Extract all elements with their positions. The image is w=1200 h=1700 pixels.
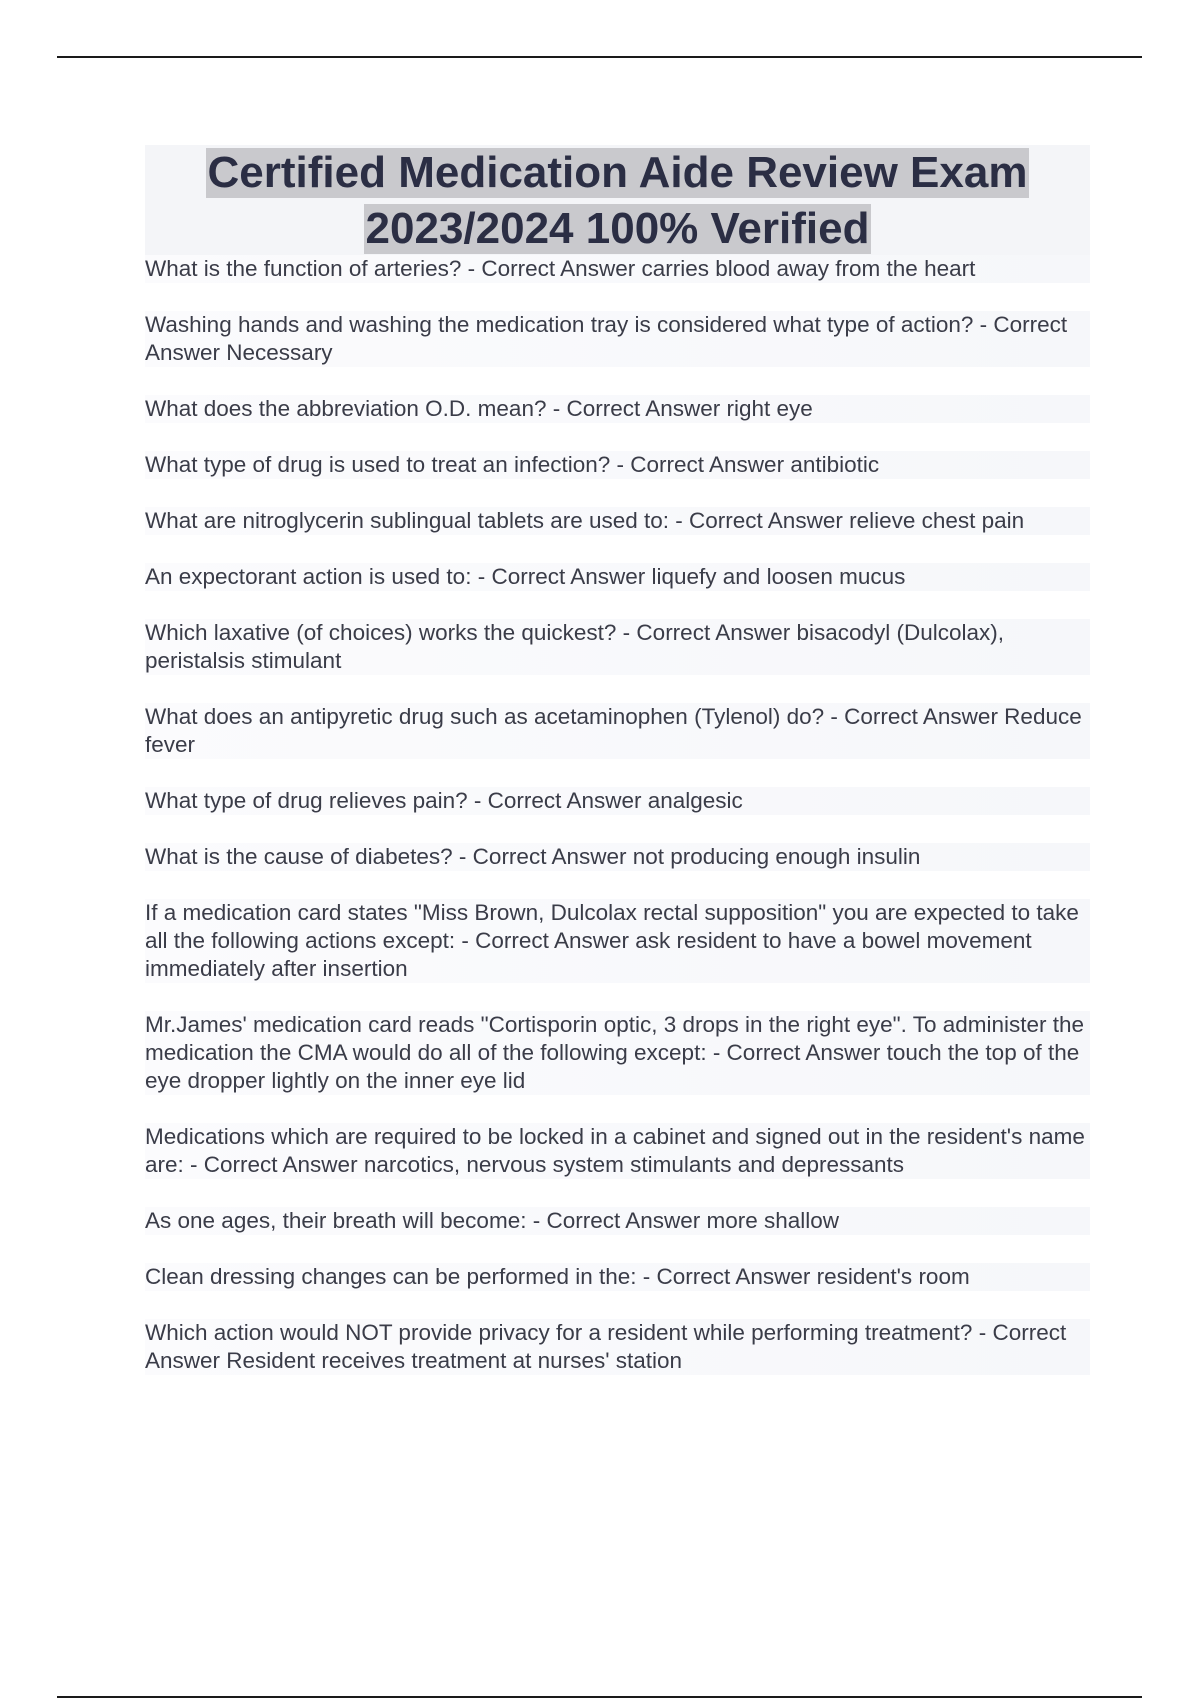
qa-item: If a medication card states "Miss Brown, Dulcolax rectal supposition" you are expected to take all the following actions except: - Correct Answer ask resident to have a bowel movement immediately after insertion <box>145 899 1090 983</box>
qa-item: What is the cause of diabetes? - Correct Answer not producing enough insulin <box>145 843 1090 871</box>
title-line-1: Certified Medication Aide Review Exam <box>207 148 1028 197</box>
qa-item: What are nitroglycerin sublingual tablets are used to: - Correct Answer relieve chest pain <box>145 507 1090 535</box>
document-title <box>145 145 1090 255</box>
qa-item: Clean dressing changes can be performed in the: - Correct Answer resident's room <box>145 1263 1090 1291</box>
qa-item: What does an antipyretic drug such as acetaminophen (Tylenol) do? - Correct Answer Reduce fever <box>145 703 1090 759</box>
title-line-2: 2023/2024 100% Verified <box>365 204 870 253</box>
qa-item: Which laxative (of choices) works the quickest? - Correct Answer bisacodyl (Dulcolax), peristalsis stimulant <box>145 619 1090 675</box>
qa-item: What type of drug relieves pain? - Correct Answer analgesic <box>145 787 1090 815</box>
qa-item: As one ages, their breath will become: - Correct Answer more shallow <box>145 1207 1090 1235</box>
qa-item: What does the abbreviation O.D. mean? - Correct Answer right eye <box>145 395 1090 423</box>
qa-item: An expectorant action is used to: - Correct Answer liquefy and loosen mucus <box>145 563 1090 591</box>
qa-item: Mr.James' medication card reads "Cortisporin optic, 3 drops in the right eye". To administer the medication the CMA would do all of the following except: - Correct Answer touch the top of the eye dropper lightly on the inner eye lid <box>145 1011 1090 1095</box>
qa-item: Medications which are required to be locked in a cabinet and signed out in the resident's name are: - Correct Answer narcotics, nervous system stimulants and depressants <box>145 1123 1090 1179</box>
header-rule <box>57 56 1142 58</box>
qa-item: What is the function of arteries? - Correct Answer carries blood away from the heart <box>145 255 1090 283</box>
qa-item: Washing hands and washing the medication tray is considered what type of action? - Correct Answer Necessary <box>145 311 1090 367</box>
footer-rule <box>57 1696 1142 1698</box>
qa-list <box>145 255 1090 1403</box>
qa-item: What type of drug is used to treat an infection? - Correct Answer antibiotic <box>145 451 1090 479</box>
qa-item: Which action would NOT provide privacy for a resident while performing treatment? - Correct Answer Resident receives treatment at nurses' station <box>145 1319 1090 1375</box>
